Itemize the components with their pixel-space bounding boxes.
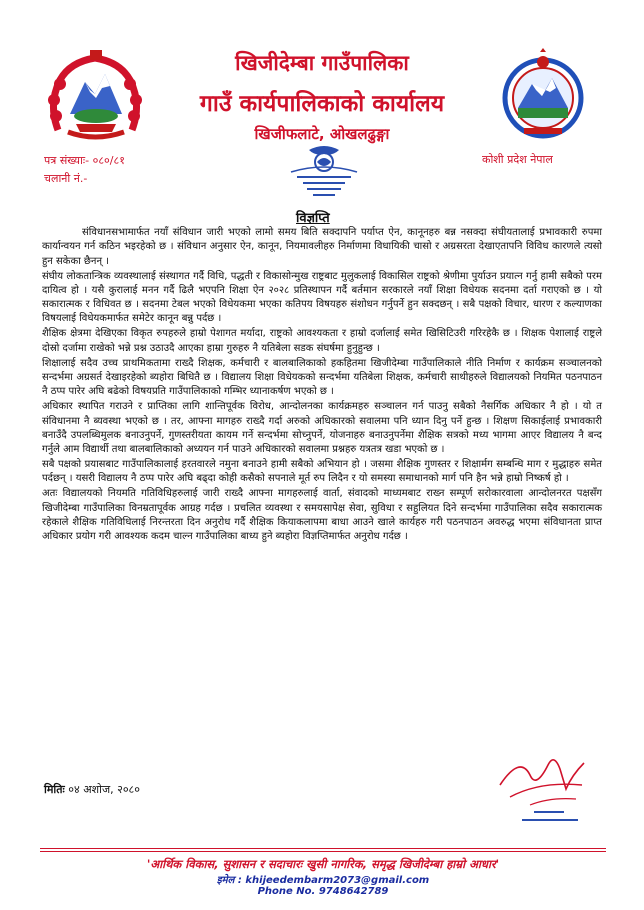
municipality-name: खिजीदेम्बा गाउँपालिका xyxy=(235,51,409,75)
municipality-logo-icon xyxy=(500,48,586,144)
email-address[interactable]: khijeedembarm2073@gmail.com xyxy=(245,875,430,886)
notice-paragraph: संविधानसभामार्फत नयाँ संविधान जारी भएको लामो समय बिति सक्दापनि पर्याप्त ऐन, कानूनहरु बन्न नसक्दा संघीयतालाई प्रभावकारी रुपमा कार्यान्वयन गर्न कठिन भइरहेको छ । संविधान अनुसार ऐन, कानून, नियमावलीहरु निर्माणमा विधायिकी चासो र अग्रसरता देखाएतापनि विविध कारणले त्यसो हुन सकेका छैनन् । xyxy=(42,227,602,267)
notice-paragraph: सबै पक्षको प्रयासबाट गाउँपालिकालाई हरतवारले नमुना बनाउने हामी सबैको अभियान हो । जसमा शैक्षिक गुणस्तर र शिक्षार्मग सम्बन्धि माग र मुद्धाहरु समेत पर्दछन् । यसरी विद्यालय नै ठप्प पारेर अघि बढ्दा कोही कसैको सपनाले मूर्त रुप लिदैन र यो समस्या समाधानको मार्ग पनि हैन भन्ने हाम्रो निष्कर्ष हो । xyxy=(42,459,602,485)
notice-paragraph: अधिकार स्थापित गराउने र प्राप्तिका लागि शान्तिपूर्वक विरोध, आन्दोलनका कार्यक्रमहरु सञ्चालन गर्न पाउनु सबैको नैसर्गिक अधिकार नै हो । यो त संविधानमा नै ब्यवस्था भएको छ । तर, आफ्ना मागहरु राख्दै गर्दा अरुको अधिकारको सवालमा पनि ध्यान दिनु पर्ने हुन्छ । शिक्षण सिकाईलाई प्रभावकारी बनाउँदै उपलब्धिमुलक बनाउनुपर्ने, गुणस्तरीयता कायम गर्ने सन्दर्भमा सोच्नुपर्ने, योजनाहरु बनाउनुपर्नेमा शैक्षिक सत्रको मध्य भागमा आएर विद्यालय नै बन्द गर्नुले आम विद्यार्थी तथा बालबालिकाको अध्ययन गर्न पाउने अधिकारको सवालमा प्रश्नहरु यत्रतत्र खडा भएको छ । xyxy=(42,401,602,456)
date-value: ०४ अशोज, २०८० xyxy=(68,783,140,796)
footer-phone: Phone No. 9748642789 xyxy=(257,886,389,897)
date-label: मितिः xyxy=(44,783,65,796)
dispatch-number: चलानी नं.- xyxy=(44,172,88,185)
footer-email xyxy=(40,872,606,886)
footer-slogan: 'आर्थिक विकास, सुशासन र सदाचारः खुसी नागरिक, समृद्ध खिजीदेम्बा हाम्रो आधार' xyxy=(146,857,500,871)
notice-date xyxy=(44,782,140,797)
province-name: कोशी प्रदेश नेपाल xyxy=(482,153,553,166)
footer-divider xyxy=(40,851,606,852)
notice-body xyxy=(42,226,602,545)
notice-paragraph: संघीय लोकतान्त्रिक व्यवस्थालाई संस्थागत गर्दै विधि, पद्धती र विकासोन्मुख राष्ट्रबाट मुलुकलाई विकासिल राष्ट्रको श्रेणीमा पुर्याउन प्रयात्न गर्नु हामी सबैको परम दायित्व हो । यसै कुरालाई मनन गर्दै ढिलै भएपनि शिक्षा ऐन २०२८ प्रतिस्थापन गर्दै बर्तमान सरकारले नयाँ शिक्षा विधेयक सदनमा दर्ता गराएको छ । यो सकारात्मक र विधिवत छ । सदनमा टेबल भएको विधेयकमा भएका कतिपय विषयहरु संशोधन गर्नुपर्ने हुन सक्दछन् । सबै पक्षको विचार, धारण र कल्याणका विषयलाई विधेयकमार्फत समेटेर कानून बन्नु पर्दछ । xyxy=(42,270,602,325)
nepal-government-emblem-icon xyxy=(40,44,150,142)
notice-title: विज्ञप्ति xyxy=(296,211,330,226)
office-stamp-icon xyxy=(285,144,363,204)
office-name: गाउँ कार्यपालिकाको कार्यालय xyxy=(199,91,445,117)
notice-paragraph: शिक्षालाई सदैव उच्च प्राथमिकतामा राख्दै शिक्षक, कर्मचारी र बालबालिकाको हकहितमा खिजीदेम्बा गाउँपालिकाले नीति निर्माण र कार्यक्रम सञ्चालनको सन्दर्भमा अग्रसर्त देखाइरहेको ब्यहोरा बिधितै छ । विद्यालय शिक्षा विधेयकको सन्दर्भमा यतिबेला शिक्षक, कर्मचारी साथीहरुले विद्यालयको नियमित पठनपाठन नै ठप्प पारेर अघि बढेको विषयप्रति गाउँपालिकाको गम्भिर ध्यानाकर्षण भएको छ । xyxy=(42,357,602,398)
notice-paragraph: अतः विद्यालयको नियमति गतिविधिहरुलाई जारी राख्दै आफ्ना मागहरुलाई वार्ता, संवादको माध्यमबाट राख्न सम्पूर्ण सरोकारवाला आन्दोलनरत पक्षसँग खिजीदेम्बा गाउँपालिका विनम्रतापूर्वक आग्रह गर्दछ । प्रचलित व्यवस्था र समयसापेक्ष सेवा, सुविधा र सहुलियत दिने सन्दर्भमा गाउँपालिका सदैव सकारात्मक रहेकाले शैक्षिक गतिविधिलाई निरन्तरता दिन अनुरोध गर्दै शैक्षिक कियाकलापमा बाधा आउने खाले कार्यहरु गरी पठनपाठन अवरुद्ध भएमा संविधानता प्राप्त अधिकार प्रयोग गरी आवश्यक कदम चाल्न गाउँपालिका बाध्य हुने ब्यहोरा विज्ञप्तिमार्फत अनुरोध गर्दछ । xyxy=(42,488,602,543)
notice-paragraph: शैक्षिक क्षेत्रमा देखिएका विकृत रुपहरुले हाम्रो पेशागत मर्यादा, राष्ट्रको आवश्यकता र हाम्रो दर्जालाई समेत खिसिटिउरी गरिरहेकै छ । शिक्षक पेशालाई राष्ट्रले दोस्रो दर्जामा राखेको भन्ने प्रश्न उठाउदै आएका हाम्रा गुरुहरु नै यतिबेला सडक संघर्षमा हुनुहुन्छ । xyxy=(42,328,602,354)
handwritten-signature-icon xyxy=(490,745,600,835)
letter-number: पत्र संख्याः- ०८०/८१ xyxy=(44,154,125,167)
letter-meta xyxy=(44,152,125,188)
office-address: खिजीफलाटे, ओखलढुङ्गा xyxy=(254,125,390,143)
email-label: इमेल : xyxy=(216,875,242,886)
footer-divider xyxy=(40,848,606,849)
